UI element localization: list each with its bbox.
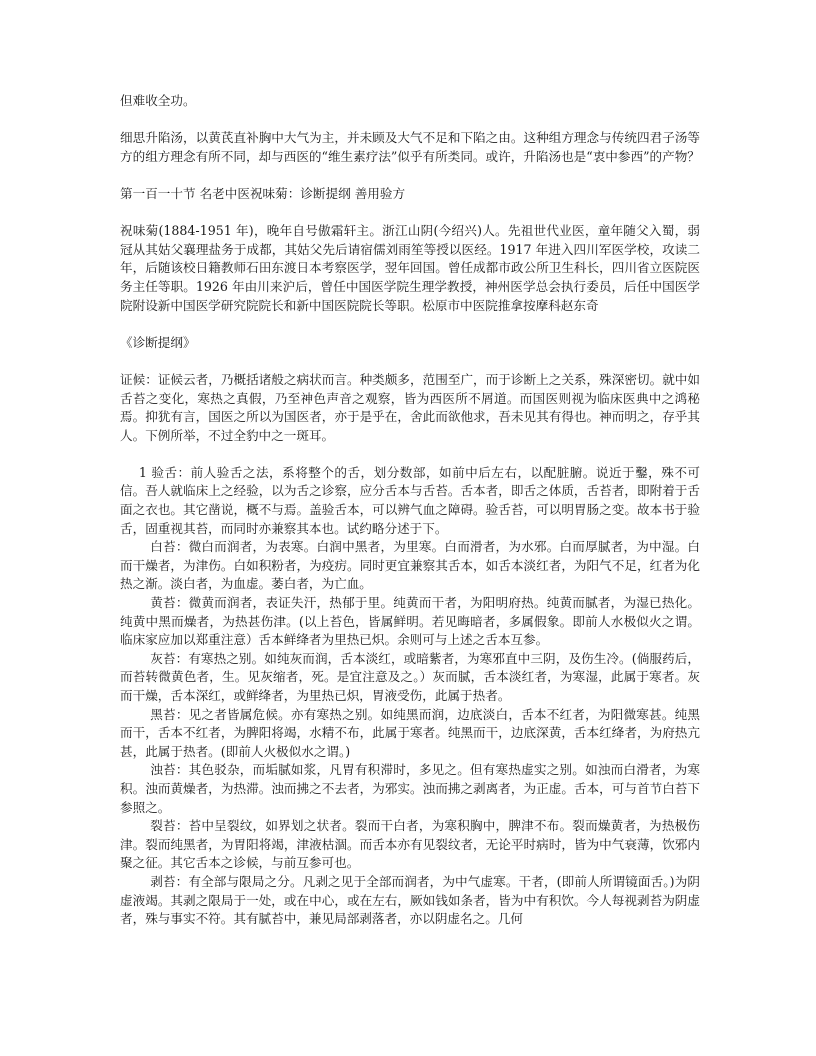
paragraph-yellow-coating: 黄苔：微黄而润者，表证失汗，热郁于里。纯黄而干者，为阳明府热。纯黄而腻者，为湿已热化。纯黄中黑而燥者，为热甚伤津。(以上苔色，皆属鲜明。若见晦暗者，多属假象。即前人水极似火之谓。临床家应加以郑重注意）舌本鲜绛者为里热已炽。余则可与上述之舌本互参。	[120, 595, 700, 648]
paragraph-tongue-examination: 1 验舌：前人验舌之法，系将整个的舌，划分数部，如前中后左右，以配脏腑。说近于鑿，殊不可信。吾人就临床上之经验，以为舌之诊察，应分舌本与舌苔。舌本者，即舌之体质，舌苔者，即附着于舌面之衣也。其它凿说，概不与焉。盖验舌本，可以辨气血之障碍。验舌苔，可以明胃肠之变。故本书于验舌，固重视其苔，而同时亦兼察其本也。试约略分述于下。	[120, 464, 700, 536]
paragraph-shengxian-decoction: 细思升陷汤，以黄芪直补胸中大气为主，并未顾及大气不足和下陷之由。这种组方理念与传统四君子汤等方的组方理念有所不同，却与西医的“维生素疗法”似乎有所类同。或许，升陷汤也是“衷中参西”的产物？	[120, 130, 700, 164]
paragraph-symptoms: 证候：证候云者，乃概括诸般之病状而言。种类颇多，范围至广，而于诊断上之关系，殊深密切。就中如舌苔之变化，寒热之真假，乃至神色声音之观察，皆为西医所不屑道。而国医则视为临床医典中之鸿秘焉。抑犹有言，国医之所以为国医者，亦于是乎在，舍此而欲他求，吾未见其有得也。神而明之，存乎其人。下例所举，不过全豹中之一斑耳。	[120, 371, 700, 443]
paragraph-cracked-coating: 裂苔：苔中呈裂纹，如界划之状者。裂而干白者，为寒积胸中，脾津不布。裂而燥黄者，为热极伤津。裂而纯黑者，为胃阳将竭，津液枯涸。而舌本亦有见裂纹者，无论平时病时，皆为中气衰薄，饮邪内聚之征。其它舌本之诊候，与前互参可也。	[120, 818, 700, 871]
document-page	[120, 92, 700, 929]
paragraph-biography: 祝味菊(1884-1951 年)，晚年自号傲霜轩主。浙江山阴(今绍兴)人。先祖世代业医，童年随父入蜀，弱冠从其姑父襄理盐务于成都，其姑父先后请宿儒刘雨笙等授以医经。1917 年进入四川军医学校，攻读二年，后随该校日籍教师石田东渡日本考察医学，翌年回国。曾任成都市政公所卫生科长，四川省立医院医务主任等职。1926 年由川来沪后，曾任中国医学院生理学教授，神州医学总会执行委员，后任中国医学院附设新中国医学研究院院长和新中国医院院长等职。松原市中医院推拿按摩科赵东奇	[120, 223, 700, 313]
paragraph-gray-coating: 灰苔：有寒热之别。如纯灰而润，舌本淡红，或暗紫者，为寒邪直中三阴，及伤生冷。(倘服药后，而苔转微黄色者，生。见灰缩者，死。是宜注意及之。）灰而腻，舌本淡红者，为寒湿，此属于寒者。灰而干燥，舌本深红，或鲜绛者，为里热已炽，胃液受伤，此属于热者。	[120, 650, 700, 703]
paragraph-continuation: 但难收全功。	[120, 93, 196, 108]
paragraph-white-coating: 白苔：微白而润者，为表寒。白润中黑者，为里寒。白而滑者，为水邪。白而厚腻者，为中湿。白而干燥者，为津伤。白如积粉者，为疫疠。同时更宜兼察其舌本，如舌本淡红者，为阳气不足，红者为化热之渐。淡白者，为血虚。萎白者，为亡血。	[120, 539, 700, 592]
paragraph-turbid-coating: 浊苔：其色驳杂，而垢腻如浆，凡胃有积滞时，多见之。但有寒热虚实之别。如浊而白滑者，为寒积。浊而黄燥者，为热滞。浊而拂之不去者，为邪实。浊而拂之剥离者，为正虚。舌本，可与首节白苔下参照之。	[120, 762, 700, 815]
book-title: 《诊断提纲》	[120, 334, 196, 350]
paragraph-peeled-coating: 剥苔：有全部与限局之分。凡剥之见于全部而润者，为中气虚寒。干者，(即前人所谓镜面舌。)为阴虚液竭。其剥之限局于一处，或在中心，或在左右，厥如钱如条者，皆为中有积饮。今人每视剥苔为阴虚者，殊与事实不符。其有腻苔中，兼见局部剥落者，亦以阴虚名之。几何	[120, 873, 700, 927]
section-heading: 第一百一十节 名老中医祝味菊：诊断提纲 善用验方	[120, 185, 406, 201]
paragraph-black-coating: 黑苔：见之者皆属危候。亦有寒热之别。如纯黑而润，边底淡白，舌本不红者，为阳微寒甚。纯黑而干，舌本不红者，为脾阳将竭，水精不布，此属于寒者。纯黑而干，边底深黄，舌本红绛者，为府热亢甚，此属于热者。(即前人火极似水之谓。)	[120, 706, 700, 759]
